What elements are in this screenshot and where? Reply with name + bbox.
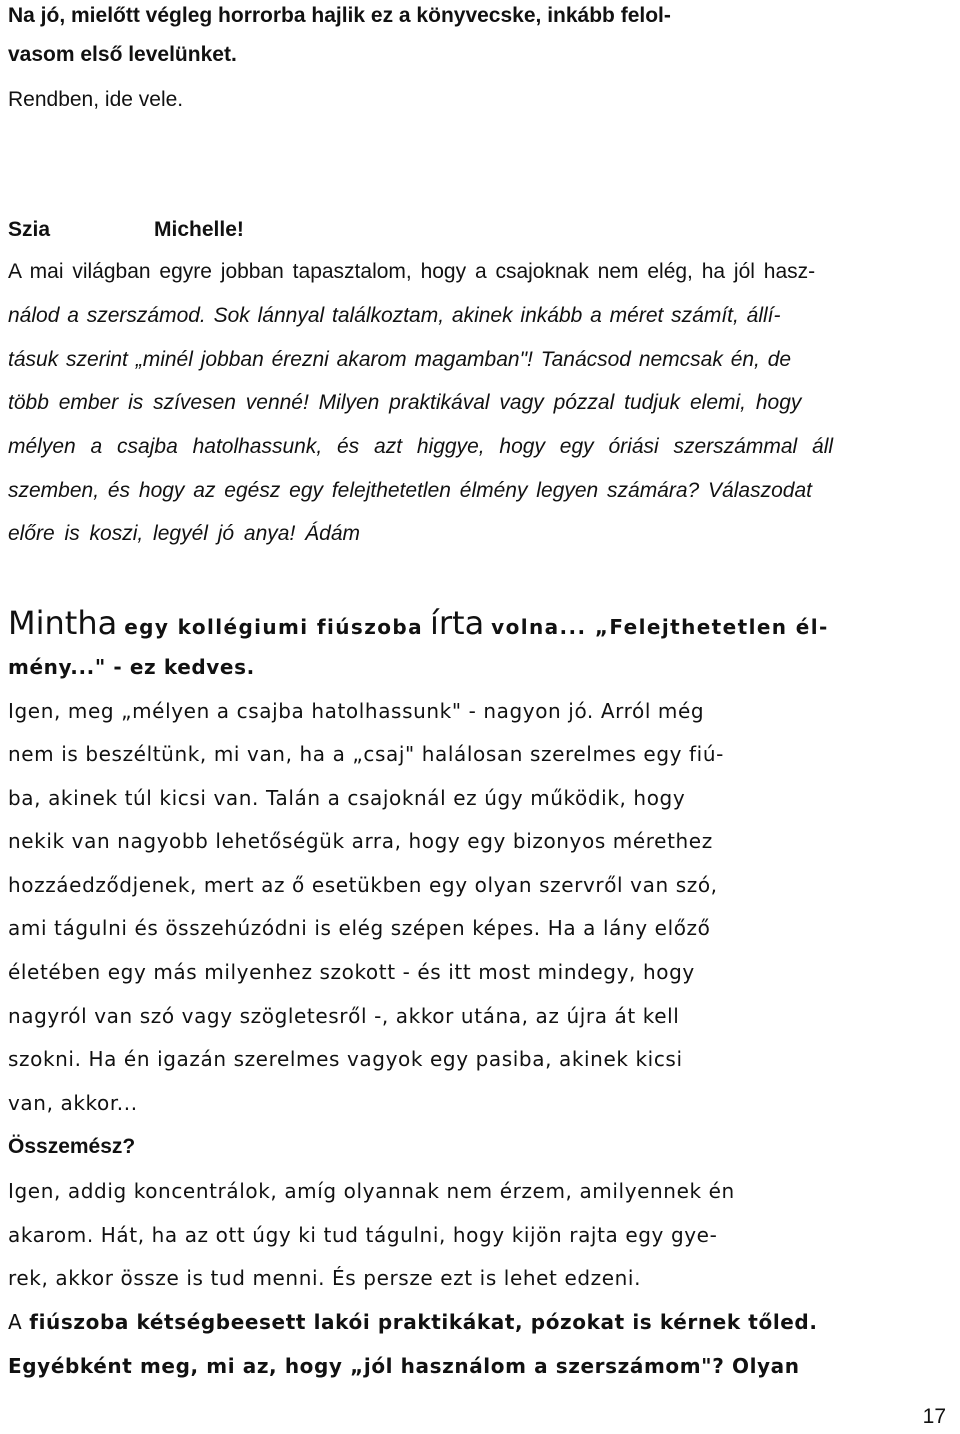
response-body-4: nekik van nagyobb lehetőségük arra, hogy egy bizonyos mérethez — [8, 829, 713, 853]
response-body-1: Igen, meg „mélyen a csajba hatolhassunk" - nagyon jó. Arról még — [8, 699, 705, 723]
answer-line-2: akarom. Hát, ha az ott úgy ki tud tágulni, hogy kijön rajta egy gye- — [8, 1223, 718, 1247]
response-body-8: nagyról van szó vagy szögletesről -, akkor utána, az újra át kell — [8, 1004, 680, 1028]
intro-line-1: Na jó, mielőtt végleg horrorba hajlik ez a könyvecske, inkább felol- — [8, 4, 671, 27]
last-line-a: A — [8, 1310, 23, 1334]
response-phrase-volna: volna... „Felejthetetlen él- — [491, 615, 829, 639]
response-body-3: ba, akinek túl kicsi van. Talán a csajoknál ez úgy működik, hogy — [8, 786, 686, 810]
letter-line-3: tásuk szerint „minél jobban érezni akarom magamban"! Tanácsod nemcsak én, de — [8, 348, 792, 371]
last-line-2: Egyébként meg, mi az, hogy „jól használom a szerszámom"? Olyan — [8, 1354, 800, 1378]
last-line-b: fiúszoba kétségbeesett lakói praktikákat, pózokat is kérnek tőled. — [29, 1310, 818, 1334]
response-line-2: mény..." - ez kedves. — [8, 655, 255, 679]
letter-line-5: mélyen a csajba hatolhassunk, és azt higgye, hogy egy óriási szerszámmal áll — [8, 435, 834, 458]
greeting-word: Szia — [8, 218, 51, 241]
response-word-irta: írta — [429, 604, 485, 642]
letter-greeting — [8, 217, 244, 243]
answer-line-3: rek, akkor össze is tud menni. És persze ezt is lehet edzeni. — [8, 1266, 642, 1290]
greeting-name: Michelle! — [154, 218, 244, 241]
answer-line-1: Igen, addig koncentrálok, amíg olyannak nem érzem, amilyennek én — [8, 1179, 735, 1203]
response-body-5: hozzáedződjenek, mert az ő esetükben egy olyan szervről van szó, — [8, 873, 718, 897]
letter-line-6: szemben, és hogy az egész egy felejthetetlen élmény legyen számára? Válaszodat — [8, 479, 812, 502]
letter-line-4: több ember is szívesen venné! Milyen praktikával vagy pózzal tudjuk elemi, hogy — [8, 391, 802, 414]
letter-line-1: A mai világban egyre jobban tapasztalom, hogy a csajoknak nem elég, ha jól hasz- — [8, 260, 816, 283]
question-line: Összemész? — [8, 1135, 136, 1158]
letter-line-2: nálod a szerszámod. Sok lánnyal találkoztam, akinek inkább a méret számít, állí- — [8, 304, 781, 327]
response-body-7: életében egy más milyenhez szokott - és itt most mindegy, hogy — [8, 960, 695, 984]
response-word-mintha: Mintha — [8, 604, 118, 642]
page-number: 17 — [922, 1405, 946, 1428]
intro-line-2: vasom első levelünket. — [8, 43, 237, 66]
response-body-6: ami tágulni és összehúzódni is elég szépen képes. Ha a lány előző — [8, 916, 711, 940]
response-body-10: van, akkor... — [8, 1091, 138, 1115]
response-line-1 — [8, 606, 829, 644]
letter-line-7: előre is koszi, legyél jó anya! Ádám — [8, 522, 360, 545]
last-line-1 — [8, 1309, 818, 1335]
response-body-2: nem is beszéltünk, mi van, ha a „csaj" halálosan szerelmes egy fiú- — [8, 742, 724, 766]
response-phrase-kollegium: egy kollégiumi fiúszoba — [124, 615, 424, 639]
response-body-9: szokni. Ha én igazán szerelmes vagyok egy pasiba, akinek kicsi — [8, 1047, 683, 1071]
intro-line-3: Rendben, ide vele. — [8, 88, 184, 111]
